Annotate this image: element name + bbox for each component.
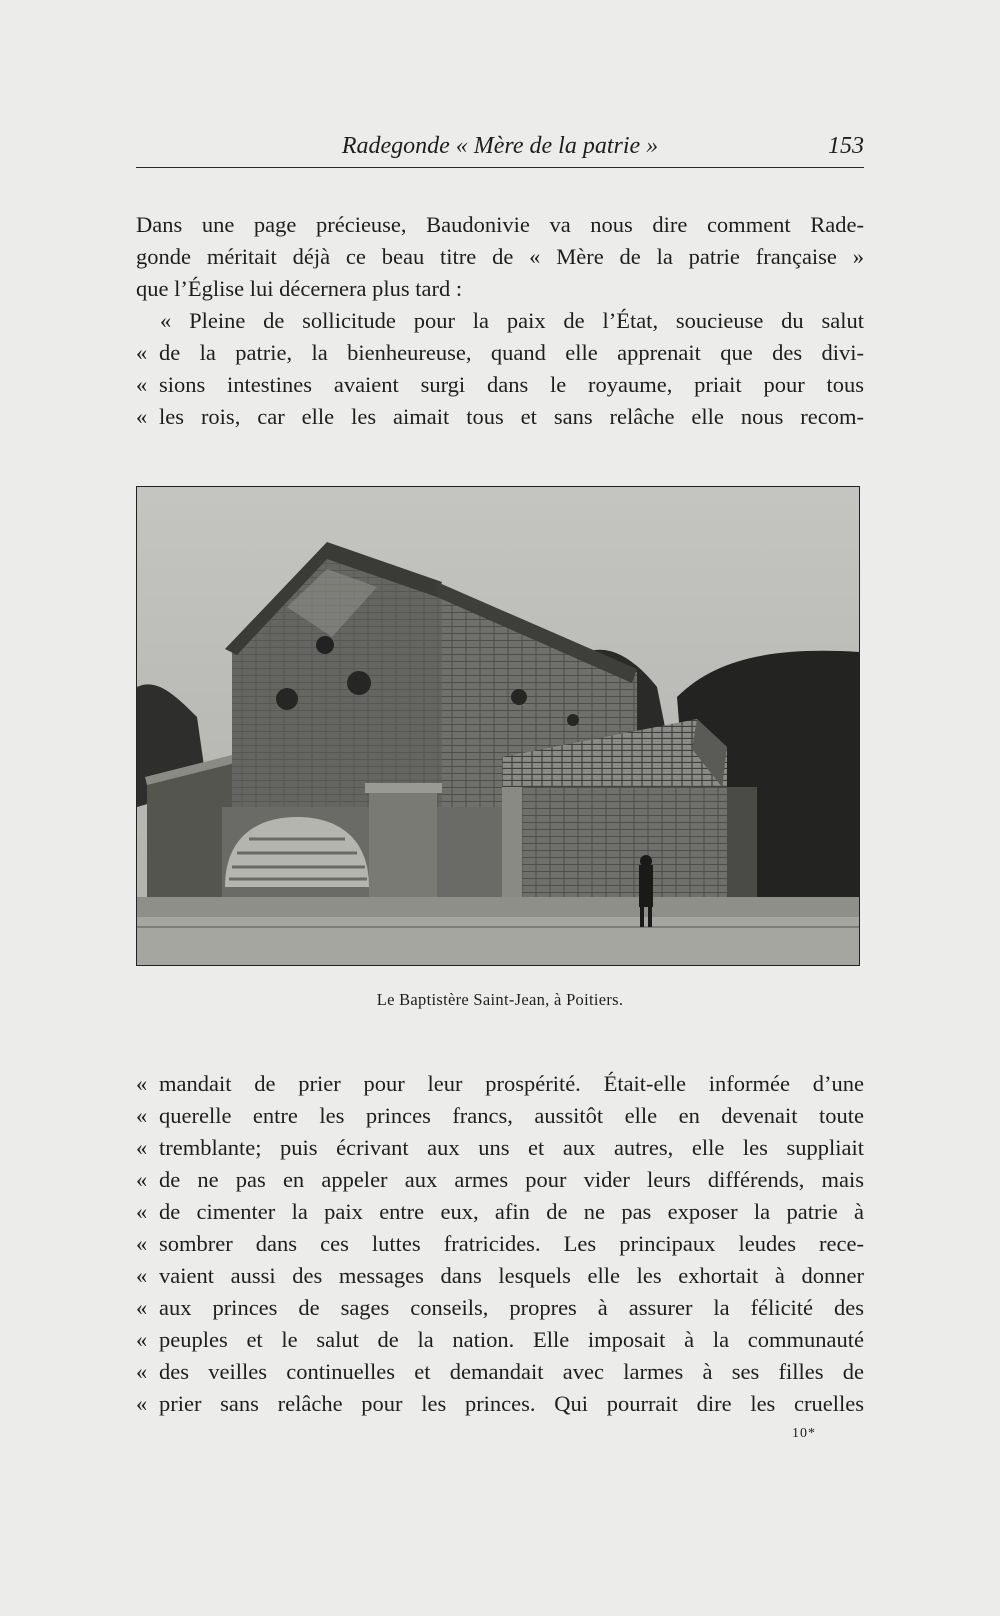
text-line: « de la patrie, la bienheureuse, quand elle apprenait que des divi- [136, 337, 864, 369]
quote-mark: « [136, 372, 148, 397]
text-line: « aux princes de sages conseils, propres à assurer la félicité des [136, 1292, 864, 1324]
text-line: « des veilles continuelles et demandait avec larmes à ses filles de [136, 1356, 864, 1388]
running-title: Radegonde « Mère de la patrie » [341, 133, 659, 159]
quote-mark: « [136, 1231, 148, 1256]
text-line: « tremblante; puis écrivant aux uns et aux autres, elle les suppliait [136, 1132, 864, 1164]
text-line: gonde méritait déjà ce beau titre de « Mère de la patrie française » [136, 244, 864, 269]
quote-mark: « [136, 1071, 148, 1096]
text-line: « de cimenter la paix entre eux, afin de ne pas exposer la patrie à [136, 1196, 864, 1228]
figure-caption: Le Baptistère Saint-Jean, à Poitiers. [376, 990, 624, 1009]
quote-mark: « [136, 1135, 148, 1160]
text-line: « sions intestines avaient surgi dans le royaume, priait pour tous [136, 369, 864, 401]
text-line: « prier sans relâche pour les princes. Qui pourrait dire les cruelles [136, 1388, 864, 1420]
quote-mark: « [136, 1295, 148, 1320]
signature-mark: 10* [792, 1426, 816, 1441]
text-line: « de ne pas en appeler aux armes pour vider leurs différends, mais [136, 1164, 864, 1196]
text-line: « sombrer dans ces luttes fratricides. Les principaux leudes rece- [136, 1228, 864, 1260]
text-line: « vaient aussi des messages dans lesquels elle les exhortait à donner [136, 1260, 864, 1292]
quote-mark: « [136, 1327, 148, 1352]
quote-mark: « [136, 1263, 148, 1288]
text-line: « peuples et le salut de la nation. Elle imposait à la communauté [136, 1324, 864, 1356]
quote-mark: « [136, 1167, 148, 1192]
quote-mark: « [136, 1359, 148, 1384]
text-line: « mandait de prier pour leur prospérité. Était-elle informée d’une [136, 1068, 864, 1100]
quote-mark: « [136, 1199, 148, 1224]
text-line: que l’Église lui décernera plus tard : [136, 276, 463, 301]
text-line: Dans une page précieuse, Baudonivie va nous dire comment Rade- [136, 212, 864, 237]
text-line: « Pleine de sollicitude pour la paix de l’État, soucieuse du salut [160, 308, 864, 333]
quote-mark: « [136, 404, 148, 429]
text-line: « les rois, car elle les aimait tous et sans relâche elle nous recom- [136, 401, 864, 433]
text-line: « querelle entre les princes francs, aussitôt elle en devenait toute [136, 1100, 864, 1132]
bottom-paragraph [136, 1068, 864, 1420]
baptistery-photograph [136, 486, 860, 966]
quote-mark: « [136, 340, 148, 365]
quote-mark: « [136, 1103, 148, 1128]
page-number: 153 [828, 133, 864, 159]
quote-mark: « [136, 1391, 148, 1416]
top-paragraph [136, 209, 864, 433]
page-header [136, 131, 864, 168]
